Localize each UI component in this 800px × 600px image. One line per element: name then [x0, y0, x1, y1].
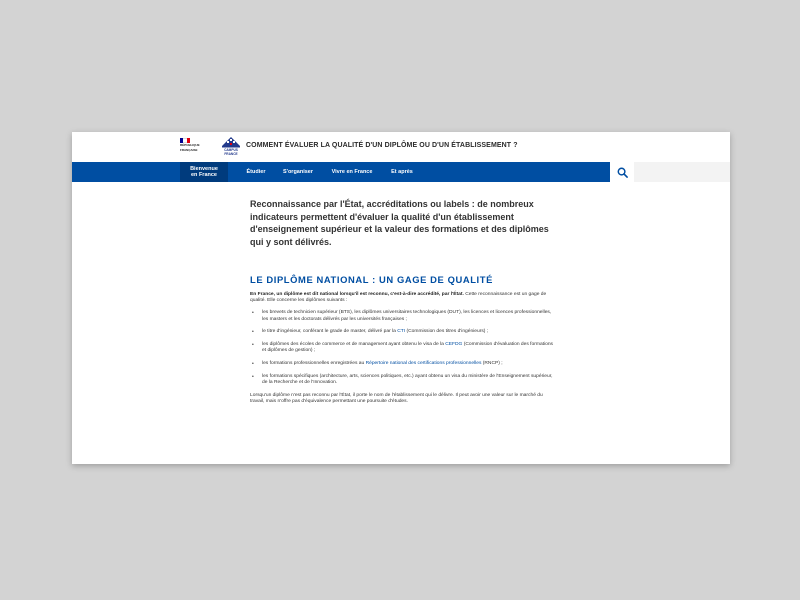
- list-item: [250, 310, 556, 322]
- cefdg-link[interactable]: CEFDG: [445, 342, 463, 348]
- intro-rest: Cette reconnaissance est un gage de qualité. Elle concerne les diplômes suivants :: [250, 292, 547, 304]
- list-item-text: les formations professionnelles enregistrées au: [262, 360, 366, 366]
- cti-link[interactable]: CTI: [397, 329, 406, 335]
- page-title: COMMENT ÉVALUER LA QUALITÉ D'UN DIPLÔME OU D'UN ÉTABLISSEMENT ?: [246, 142, 518, 149]
- list-item: [250, 342, 556, 354]
- nav-item-et-apres[interactable]: [382, 162, 422, 182]
- rncp-link[interactable]: Répertoire national des certifications professionnelles: [365, 360, 482, 366]
- closing-paragraph: Lorsqu'un diplôme n'est pas reconnu par l'État, il porte le nom de l'établissement qui le délivre. Il peut avoir une valeur sur le marché du travail, mais n'offre pas d'équivalence permettant une poursuite d'études.: [250, 392, 543, 404]
- browser-page: [72, 132, 730, 464]
- main-content: [250, 198, 556, 405]
- intro-bold: En France, un diplôme est dit national lorsqu'il est reconnu, c'est-à-dire accrédité, par l'État.: [250, 292, 464, 297]
- intro-paragraph: [250, 292, 556, 304]
- list-item-text: le titre d'ingénieur, conférant le grade de master, délivré par la: [262, 329, 398, 335]
- nav-item-bienvenue[interactable]: [180, 162, 228, 182]
- list-item: [250, 361, 556, 367]
- search-icon: [617, 167, 628, 178]
- main-nav: [72, 162, 730, 182]
- list-item-text: les formations spécifiques (architecture, arts, sciences politiques, etc.) ayant obtenu un visa du ministère de l'Enseignement supérieur, de la Recherche et de l'Innovation.: [262, 373, 553, 385]
- nav-bar-background: [72, 162, 610, 182]
- search-input[interactable]: [634, 162, 730, 182]
- list-item-text: (Commission des titres d'ingénieurs) ;: [405, 329, 489, 335]
- nav-item-label: S'organiser: [282, 169, 314, 175]
- nav-item-etudier[interactable]: [240, 162, 272, 182]
- nav-item-label: Vivre en France: [331, 169, 373, 175]
- list-item-text: les diplômes des écoles de commerce et de management ayant obtenu le visa de la: [262, 342, 446, 348]
- list-item: [250, 374, 556, 386]
- section-title: LE DIPLÔME NATIONAL : UN GAGE DE QUALITÉ: [250, 274, 493, 285]
- logo-rf-line-2: FRANÇAISE: [180, 147, 198, 152]
- search-button[interactable]: [610, 162, 634, 182]
- nav-item-label: Bienvenue en France: [190, 166, 218, 178]
- nav-item-label: Étudier: [246, 169, 266, 175]
- campus-france-text: CAMPUS FRANCE: [224, 148, 238, 156]
- logo-rf-line-1: RÉPUBLIQUE: [180, 143, 200, 147]
- list-item: [250, 329, 556, 335]
- nav-item-label: Et après: [391, 169, 413, 175]
- list-item-text: (Commission d'évaluation des formations et diplômes de gestion) ;: [262, 342, 553, 354]
- campus-france-logo[interactable]: [222, 137, 240, 157]
- lead-paragraph: Reconnaissance par l'État, accréditations ou labels : de nombreux indicateurs permettent d'évaluer la qualité d'un établissement d'enseignement supérieur et la valeur des formations et des diplômes qui y sont délivrés.: [250, 199, 549, 247]
- site-header: [72, 132, 730, 162]
- list-item-text: les brevets de technicien supérieur (BTS), les diplômes universitaires technologiques (DUT), les licences et licences professionnelles, les masters et les doctorats délivrés par les universités françaises ;: [262, 310, 552, 322]
- diploma-list: [250, 310, 556, 386]
- nav-item-vivre[interactable]: [324, 162, 380, 182]
- list-item-text: (RNCP) ;: [481, 360, 503, 366]
- republique-francaise-logo[interactable]: [180, 138, 210, 156]
- nav-item-sorganiser[interactable]: [276, 162, 320, 182]
